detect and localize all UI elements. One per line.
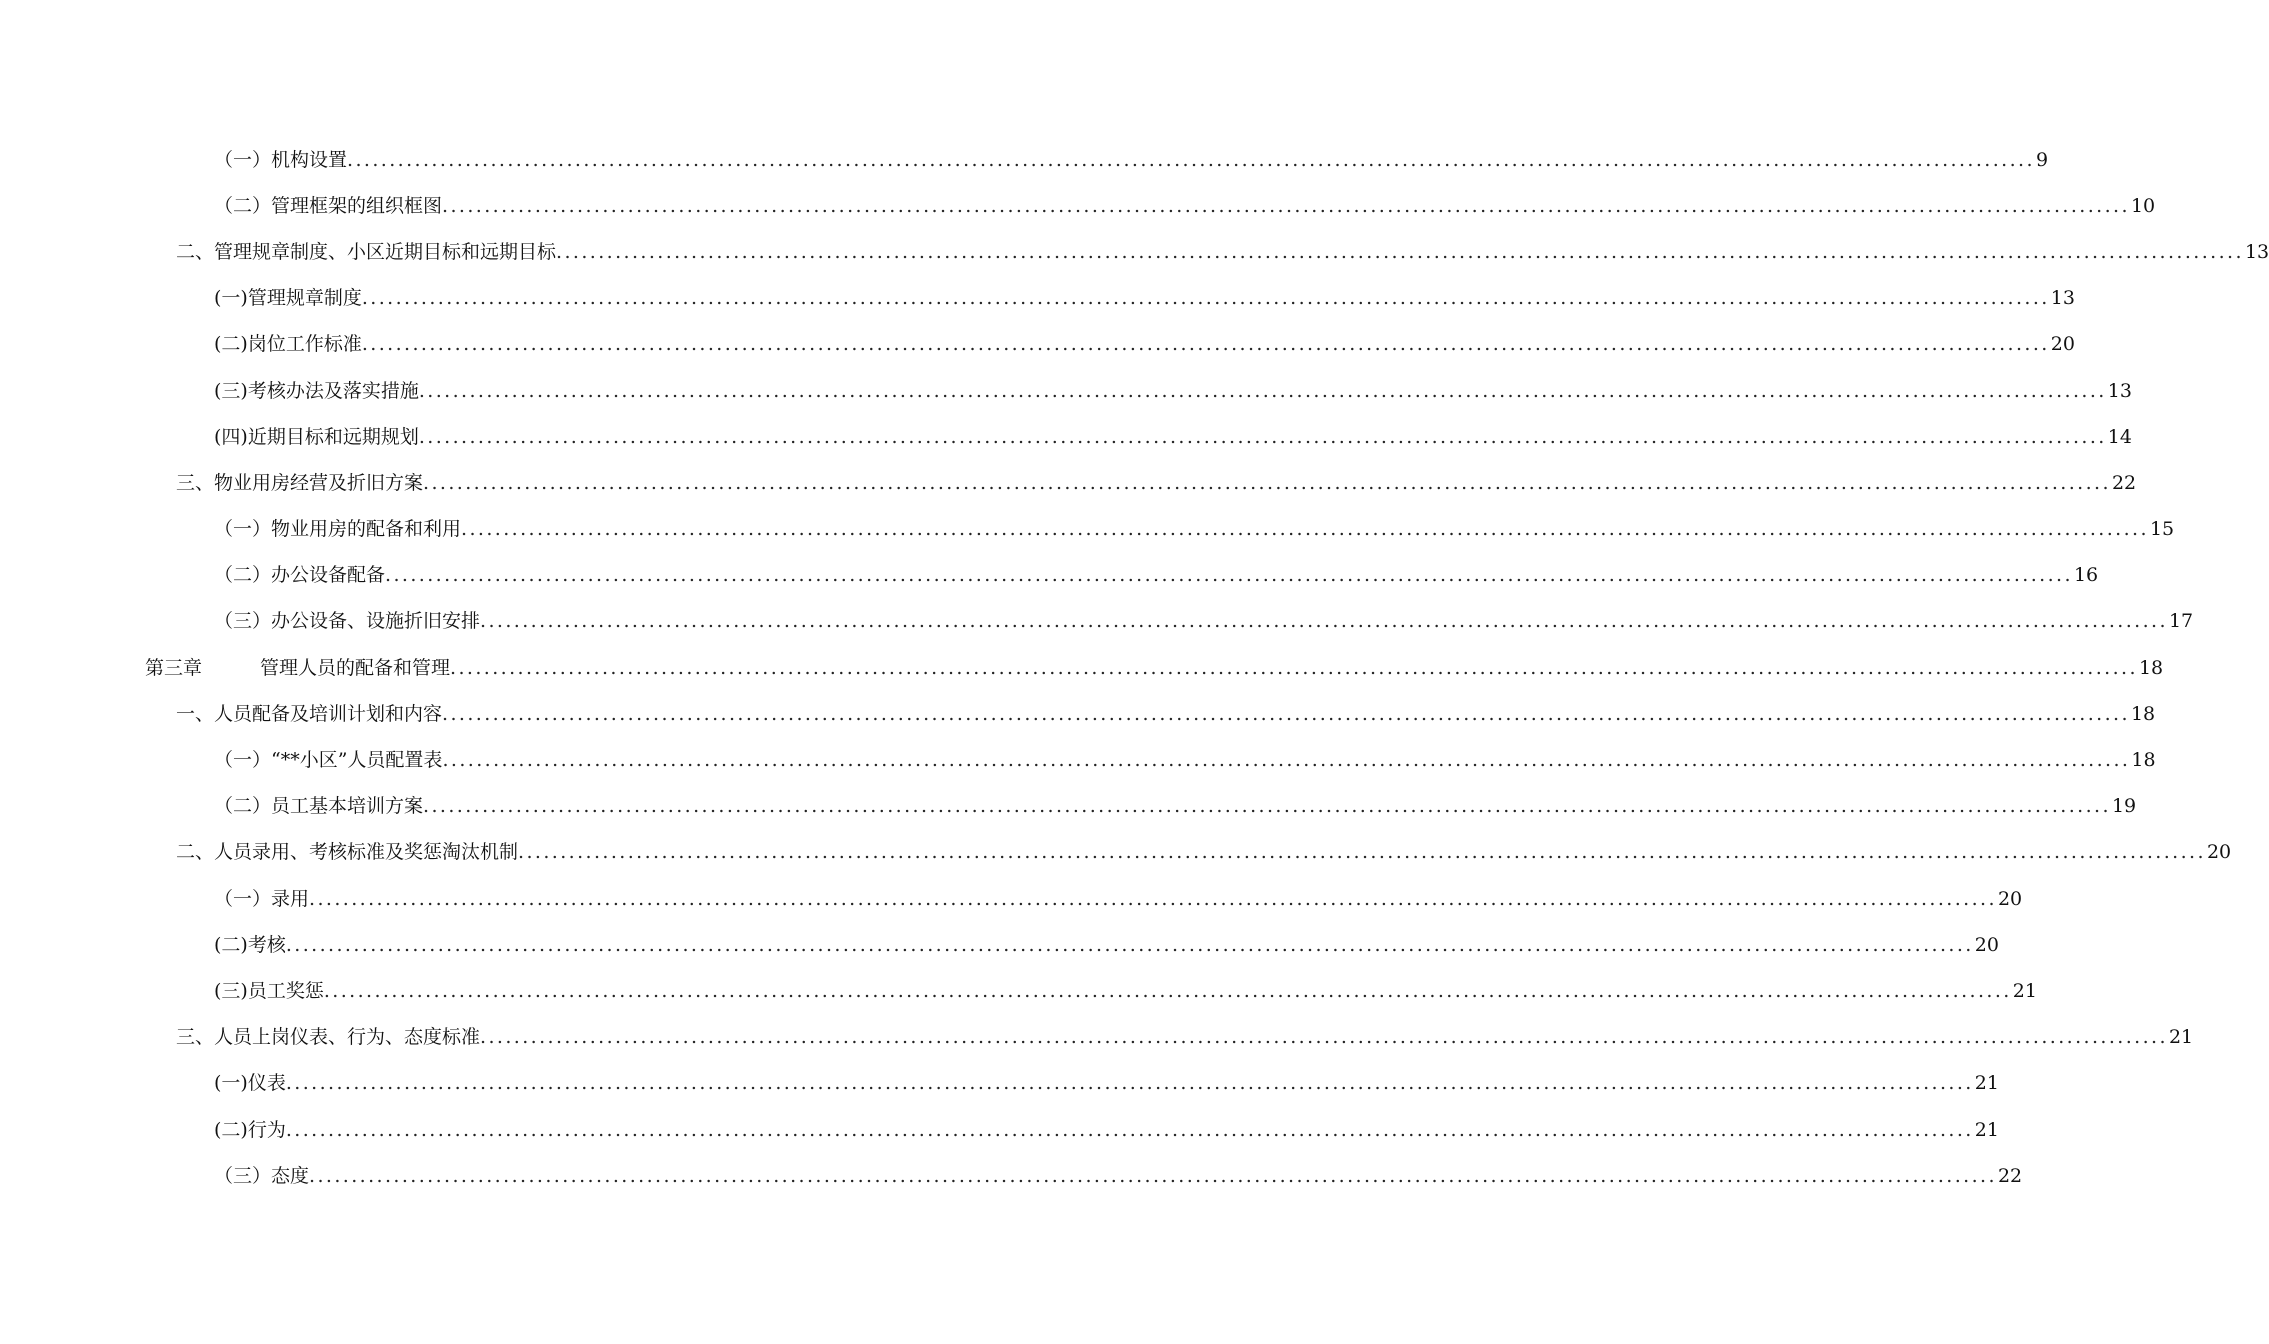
- toc-entry[interactable]: [176, 1015, 2194, 1061]
- dot-leader: ........................................................................................................................................................................................................: [309, 1164, 1997, 1187]
- toc-page-number: 21: [1974, 1072, 1999, 1095]
- toc-entry-title: (三)员工奖惩: [214, 979, 324, 1002]
- dot-leader: ........................................................................................................................................................................................................: [480, 1026, 2168, 1049]
- toc-entry[interactable]: [214, 737, 2156, 783]
- toc-page-number: 18: [2130, 702, 2156, 725]
- toc-entry[interactable]: [214, 922, 1999, 968]
- chapter-number: 第三章: [145, 656, 203, 679]
- toc-page-number: 21: [1974, 1118, 1999, 1141]
- dot-leader: ........................................................................................................................................................................................................: [442, 702, 2130, 725]
- toc-entry-title: [145, 656, 451, 679]
- toc-entry-title: （二）员工基本培训方案: [214, 795, 424, 818]
- toc-page-number: 20: [2050, 333, 2075, 356]
- toc-page-number: 17: [2168, 610, 2194, 633]
- dot-leader: ........................................................................................................................................................................................................: [285, 1118, 1974, 1141]
- dot-leader: ........................................................................................................................................................................................................: [418, 379, 2107, 402]
- toc-entry-title: (二)行为: [214, 1118, 286, 1141]
- dot-leader: ........................................................................................................................................................................................................: [442, 194, 2130, 217]
- toc-page-number: 10: [2130, 194, 2156, 217]
- toc-entry-title: （一）物业用房的配备和利用: [214, 518, 462, 541]
- dot-leader: ........................................................................................................................................................................................................: [423, 471, 2111, 494]
- toc-entry-title: (一)仪表: [214, 1072, 286, 1095]
- toc-entry[interactable]: [176, 691, 2156, 737]
- dot-leader: ........................................................................................................................................................................................................: [361, 287, 2050, 310]
- toc-page-number: 13: [2107, 379, 2132, 402]
- toc-entry-title: 三、人员上岗仪表、行为、态度标准: [176, 1026, 481, 1049]
- toc-entry[interactable]: [214, 322, 2075, 368]
- dot-leader: ........................................................................................................................................................................................................: [323, 979, 2012, 1002]
- toc-page-number: 22: [1997, 1164, 2023, 1187]
- toc-entry-title: （二）管理框架的组织框图: [214, 194, 443, 217]
- toc-entry[interactable]: [214, 1107, 1999, 1153]
- toc-entry-title: 三、物业用房经营及折旧方案: [176, 471, 424, 494]
- dot-leader: ........................................................................................................................................................................................................: [423, 795, 2111, 818]
- toc-page-number: 16: [2073, 564, 2099, 587]
- dot-leader: ........................................................................................................................................................................................................: [285, 1072, 1974, 1095]
- toc-entry[interactable]: [176, 460, 2137, 506]
- dot-leader: ........................................................................................................................................................................................................: [361, 333, 2050, 356]
- toc-page-number: 21: [2012, 979, 2037, 1002]
- toc-entry-title: (三)考核办法及落实措施: [214, 379, 419, 402]
- toc-page-number: 9: [2035, 148, 2049, 171]
- toc-entry[interactable]: [214, 599, 2194, 645]
- toc-page-number: 20: [1974, 933, 1999, 956]
- toc-entry[interactable]: [214, 1153, 2023, 1199]
- toc-page-number: 14: [2107, 425, 2132, 448]
- toc-entry[interactable]: [176, 229, 2269, 275]
- toc-entry[interactable]: [214, 1061, 1999, 1107]
- toc-chapter-entry[interactable]: [145, 645, 2164, 691]
- toc-entry[interactable]: [214, 414, 2132, 460]
- toc-page-number: 19: [2111, 795, 2137, 818]
- toc-page-number: 20: [2206, 841, 2232, 864]
- toc-page-number: 18: [2138, 656, 2164, 679]
- toc-entry[interactable]: [214, 276, 2075, 322]
- toc-page-number: 13: [2244, 240, 2269, 263]
- toc-entry[interactable]: [214, 553, 2099, 599]
- dot-leader: ........................................................................................................................................................................................................: [461, 518, 2149, 541]
- dot-leader: ........................................................................................................................................................................................................: [450, 656, 2138, 679]
- toc-entry[interactable]: [214, 183, 2156, 229]
- toc-page-number: 21: [2168, 1026, 2194, 1049]
- toc-page-number: 13: [2050, 287, 2075, 310]
- toc-entry[interactable]: [214, 968, 2037, 1014]
- toc-entry-title: (四)近期目标和远期规划: [214, 425, 419, 448]
- toc-page-number: 20: [1997, 887, 2023, 910]
- toc-entry-title: (二)岗位工作标准: [214, 333, 362, 356]
- dot-leader: ........................................................................................................................................................................................................: [285, 933, 1974, 956]
- toc-entry-title: (二)考核: [214, 933, 286, 956]
- toc-entry-title: （一）机构设置: [214, 148, 348, 171]
- toc-entry[interactable]: [214, 876, 2023, 922]
- toc-entry-title: （三）办公设备、设施折旧安排: [214, 610, 481, 633]
- dot-leader: ........................................................................................................................................................................................................: [347, 148, 2035, 171]
- toc-entry[interactable]: [214, 784, 2137, 830]
- table-of-contents: [0, 137, 2269, 1199]
- toc-page-number: 15: [2149, 518, 2175, 541]
- dot-leader: ........................................................................................................................................................................................................: [480, 610, 2168, 633]
- dot-leader: ........................................................................................................................................................................................................: [518, 841, 2206, 864]
- toc-entry[interactable]: [214, 507, 2175, 553]
- toc-entry[interactable]: [214, 137, 2049, 183]
- chapter-title: 管理人员的配备和管理: [260, 656, 451, 679]
- toc-entry-title: （一）录用: [214, 887, 310, 910]
- dot-leader: ........................................................................................................................................................................................................: [442, 749, 2131, 772]
- toc-entry-title: 二、管理规章制度、小区近期目标和远期目标: [176, 240, 557, 263]
- toc-entry[interactable]: [214, 368, 2132, 414]
- toc-page-number: 18: [2131, 749, 2156, 772]
- toc-entry-title: （一）“**小区”人员配置表: [214, 749, 443, 772]
- dot-leader: ........................................................................................................................................................................................................: [418, 425, 2107, 448]
- toc-entry-title: 二、人员录用、考核标准及奖惩淘汰机制: [176, 841, 519, 864]
- toc-entry-title: （三）态度: [214, 1164, 310, 1187]
- dot-leader: ........................................................................................................................................................................................................: [385, 564, 2073, 587]
- dot-leader: ........................................................................................................................................................................................................: [556, 240, 2244, 263]
- toc-entry-title: （二）办公设备配备: [214, 564, 386, 587]
- toc-entry-title: (一)管理规章制度: [214, 287, 362, 310]
- toc-entry[interactable]: [176, 830, 2232, 876]
- dot-leader: ........................................................................................................................................................................................................: [309, 887, 1997, 910]
- toc-page-number: 22: [2111, 471, 2137, 494]
- toc-entry-title: 一、人员配备及培训计划和内容: [176, 702, 443, 725]
